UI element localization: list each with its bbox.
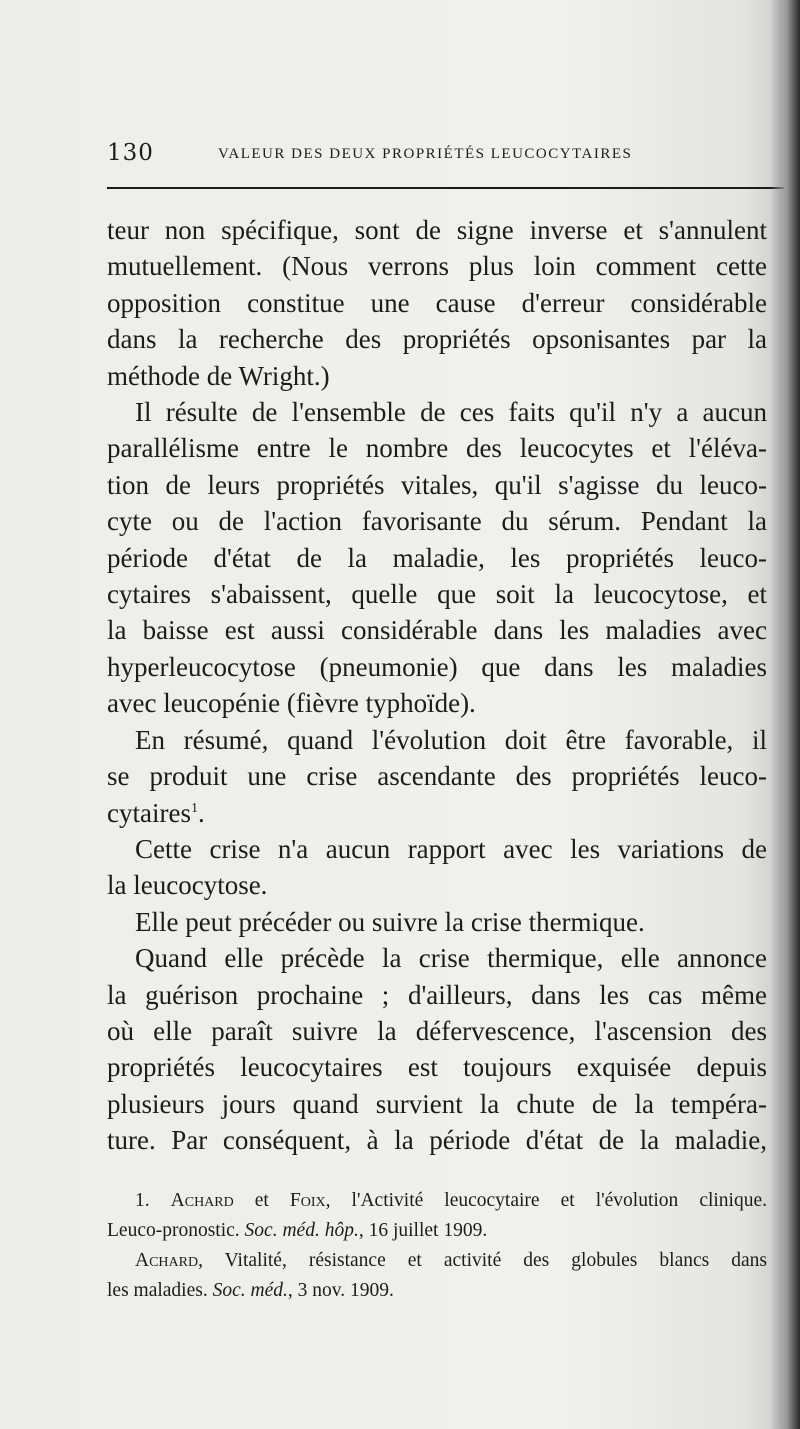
text-line: tion de leurs propriétés vitales, qu'il s'agisse du leuco-	[107, 469, 767, 500]
text-line: mutuellement. (Nous verrons plus loin comment cette	[107, 251, 767, 282]
footnote-author: Foix	[289, 1190, 326, 1211]
text-line: ture. Par conséquent, à la période d'état de la maladie,	[107, 1125, 767, 1156]
footnote-title: les maladies.	[107, 1280, 213, 1301]
footnote-ref-suffix: .	[197, 797, 205, 828]
footnote-journal: Soc. méd.	[212, 1280, 288, 1301]
footnote-date: , 16 juillet 1909.	[358, 1220, 488, 1241]
footnote-marker: 1	[190, 800, 198, 816]
footnote-1-continued	[107, 1216, 767, 1246]
text-line: plusieurs jours quand survient la chute de la tempéra-	[107, 1088, 767, 1119]
text-line: la leucocytose.	[107, 870, 268, 901]
footnote-title: , Vitalité, résistance et activité des globules blancs dans	[198, 1250, 767, 1271]
footnote-number: 1.	[135, 1190, 150, 1211]
footnote-author: Achard	[170, 1190, 234, 1211]
text-line: En résumé, quand l'évolution doit être favorable, il	[135, 724, 767, 755]
text-line: parallélisme entre le nombre des leucocytes et l'éléva-	[107, 433, 767, 464]
footnote-1	[107, 1186, 767, 1216]
page-header	[107, 138, 767, 168]
text-line-content: cytaires	[107, 797, 191, 828]
footnote-title: Leuco-pronostic.	[107, 1220, 245, 1241]
text-line: propriétés leucocytaires est toujours exquisée depuis	[107, 1052, 767, 1083]
body-text	[107, 212, 767, 1159]
text-line: avec leucopénie (fièvre typhoïde).	[107, 688, 476, 719]
footnote-author: Achard	[135, 1250, 199, 1271]
header-rule	[107, 187, 784, 189]
text-line: période d'état de la maladie, les propriétés leuco-	[107, 542, 767, 573]
text-line: Quand elle précède la crise thermique, elle annonce	[135, 943, 767, 974]
text-line: hyperleucocytose (pneumonie) que dans les maladies	[107, 651, 767, 682]
text-line: opposition constitue une cause d'erreur considérable	[107, 287, 767, 318]
text-line: dans la recherche des propriétés opsonisantes par la	[107, 324, 767, 355]
text-line: teur non spécifique, sont de signe inverse et s'annulent	[107, 215, 767, 245]
text-line: cyte ou de l'action favorisante du sérum. Pendant la	[107, 506, 767, 537]
text-line: la guérison prochaine ; d'ailleurs, dans les cas même	[107, 979, 767, 1010]
footnote-title: , l'Activité leucocytaire et l'évolution clinique.	[325, 1190, 768, 1211]
text-line: Il résulte de l'ensemble de ces faits qu'il n'y a aucun	[135, 397, 767, 428]
text-line: la baisse est aussi considérable dans les maladies avec	[107, 615, 767, 646]
page-binding-edge	[770, 0, 800, 1429]
text-line: méthode de Wright.)	[107, 360, 330, 391]
running-title: VALEUR DES DEUX PROPRIÉTÉS LEUCOCYTAIRES	[218, 146, 633, 162]
text-line: où elle paraît suivre la défervescence, l'ascension des	[107, 1015, 767, 1046]
footnote-conjunction: et	[233, 1190, 290, 1211]
text-line: se produit une crise ascendante des propriétés leuco-	[107, 761, 767, 792]
footnote-2-continued	[107, 1276, 767, 1306]
text-line	[107, 795, 767, 831]
footnote-date: , 3 nov. 1909.	[287, 1280, 394, 1301]
footnote-2	[107, 1246, 767, 1276]
text-line: Elle peut précéder ou suivre la crise thermique.	[135, 906, 645, 937]
text-line: cytaires s'abaissent, quelle que soit la leucocytose, et	[107, 579, 767, 610]
footnotes	[107, 1186, 767, 1306]
text-line: Cette crise n'a aucun rapport avec les variations de	[135, 833, 767, 864]
page-number: 130	[107, 140, 154, 166]
footnote-journal: Soc. méd. hôp.	[244, 1220, 359, 1241]
